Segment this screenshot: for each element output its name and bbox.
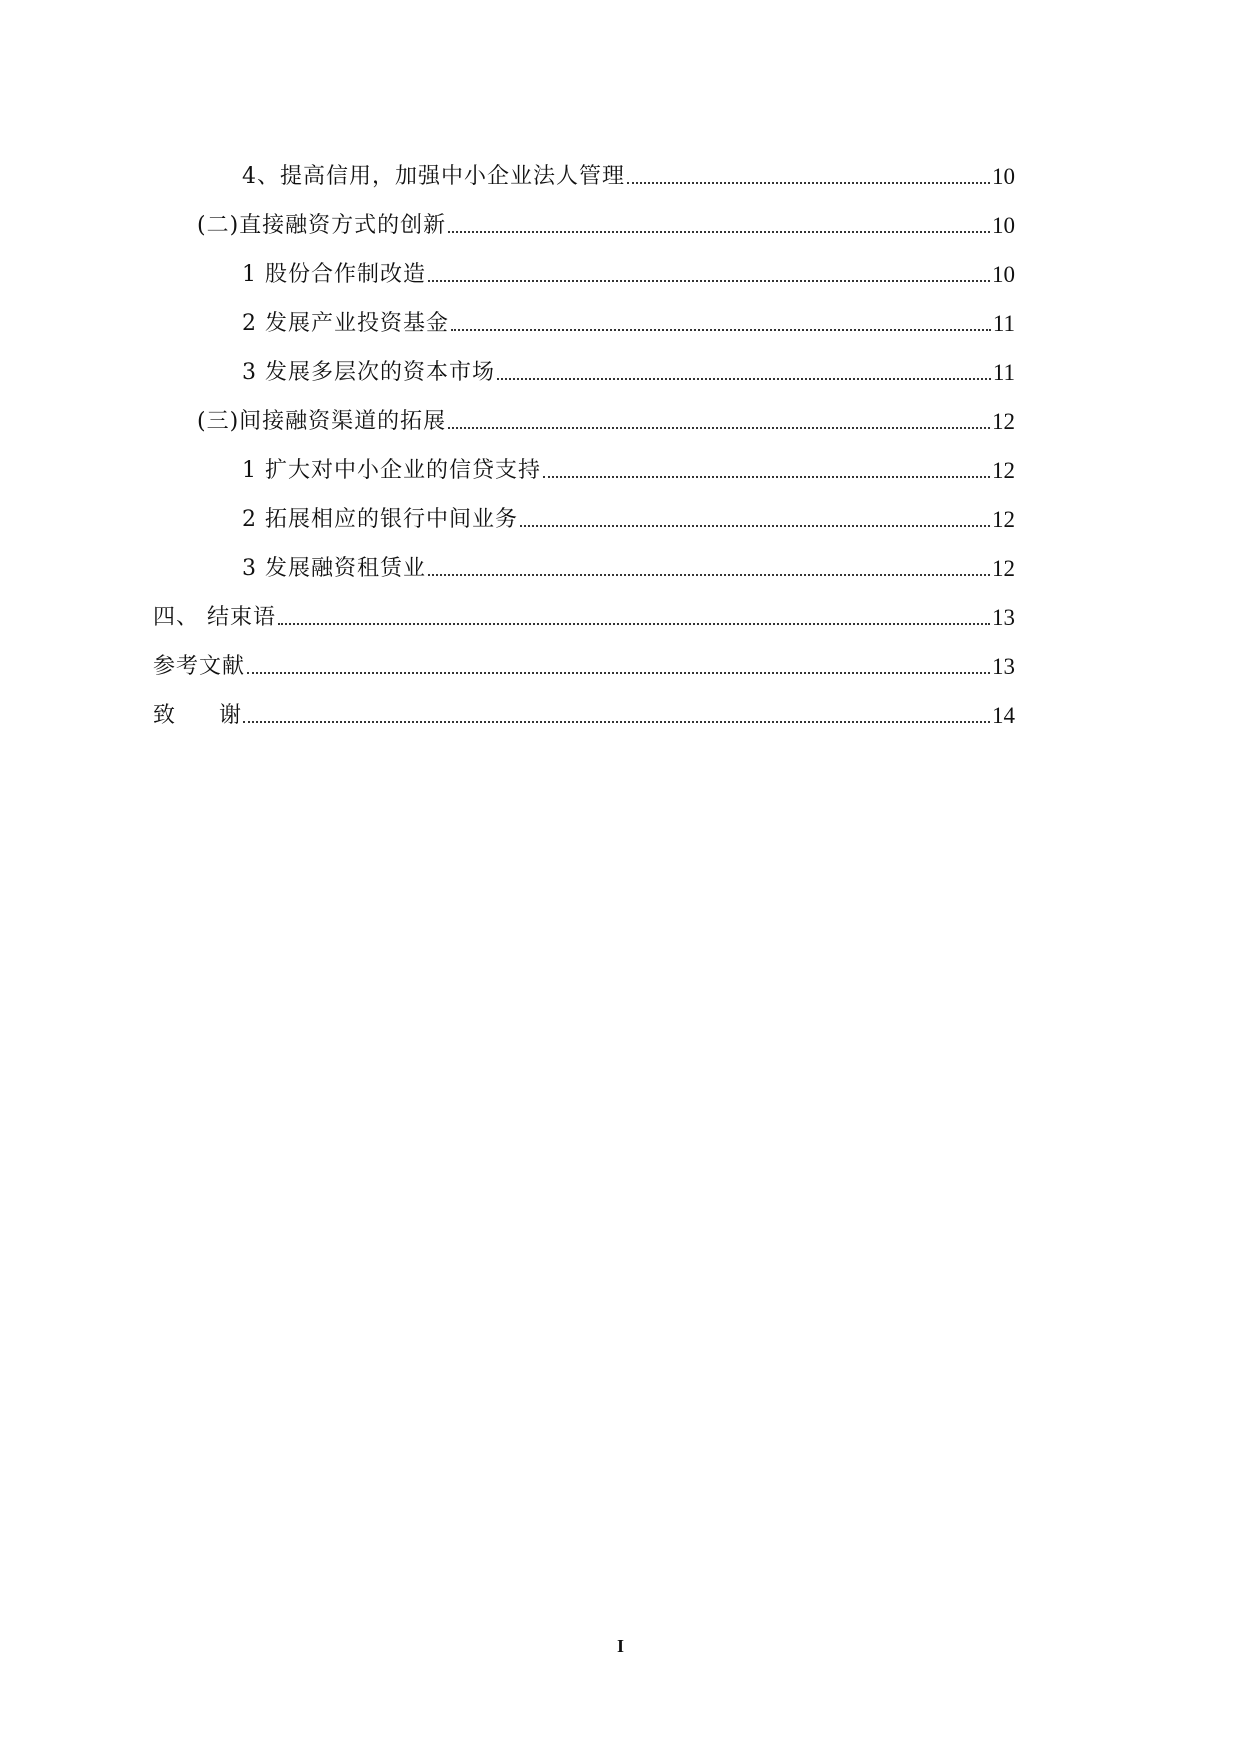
dot-leader	[627, 182, 990, 184]
toc-entry[interactable]	[153, 601, 1015, 631]
dot-leader	[243, 721, 990, 723]
dot-leader	[543, 476, 990, 478]
dot-leader	[278, 623, 990, 625]
page-number: I	[616, 1636, 624, 1656]
toc-entry-page: 12	[992, 507, 1015, 532]
toc-entry-label: 四、 结束语	[153, 605, 276, 630]
dot-leader	[428, 280, 990, 282]
toc-entry[interactable]	[242, 503, 1015, 533]
toc-entry-label: 致 谢	[153, 703, 242, 728]
toc-entry[interactable]	[197, 209, 1015, 239]
dot-leader	[247, 672, 990, 674]
toc-entry[interactable]	[242, 356, 1015, 386]
toc-entry-page: 13	[992, 654, 1015, 679]
toc-entry-label: 参考文献	[153, 654, 246, 679]
dot-leader	[451, 329, 991, 331]
toc-entry-label: 1 股份合作制改造	[242, 262, 426, 287]
toc-entry[interactable]	[242, 552, 1015, 582]
toc-entry[interactable]	[153, 650, 1015, 680]
toc-entry-label: (二)直接融资方式的创新	[197, 213, 447, 238]
toc-entry-label: 2 发展产业投资基金	[242, 311, 449, 336]
toc-entry-page: 11	[992, 311, 1015, 336]
toc-entry-label: 1 扩大对中小企业的信贷支持	[242, 458, 541, 483]
toc-entry[interactable]	[242, 307, 1015, 337]
toc-entry-page: 12	[992, 458, 1015, 483]
dot-leader	[520, 525, 990, 527]
toc-entry[interactable]	[197, 405, 1015, 435]
toc-entry-page: 14	[992, 703, 1015, 728]
toc-entry-label: (三)间接融资渠道的拓展	[197, 409, 447, 434]
toc-entry-label: 3 发展融资租赁业	[242, 556, 426, 581]
toc-entry-page: 13	[992, 605, 1015, 630]
toc-entry[interactable]	[242, 454, 1015, 484]
toc-entry-page: 10	[992, 164, 1015, 189]
toc-entry-page: 10	[992, 262, 1015, 287]
dot-leader	[448, 231, 990, 233]
toc-entry[interactable]	[242, 258, 1015, 288]
toc-entry-label: 2 拓展相应的银行中间业务	[242, 507, 518, 532]
dot-leader	[448, 427, 990, 429]
toc-entry-page: 11	[992, 360, 1015, 385]
toc-entry-page: 10	[992, 213, 1015, 238]
toc-entry-page: 12	[992, 409, 1015, 434]
dot-leader	[497, 378, 991, 380]
toc-entry[interactable]	[242, 160, 1015, 190]
toc-entry-label: 4、提高信用，加强中小企业法人管理	[242, 164, 625, 189]
dot-leader	[428, 574, 990, 576]
toc-entry-page: 12	[992, 556, 1015, 581]
toc-entry[interactable]	[153, 699, 1015, 729]
toc-entry-label: 3 发展多层次的资本市场	[242, 360, 495, 385]
